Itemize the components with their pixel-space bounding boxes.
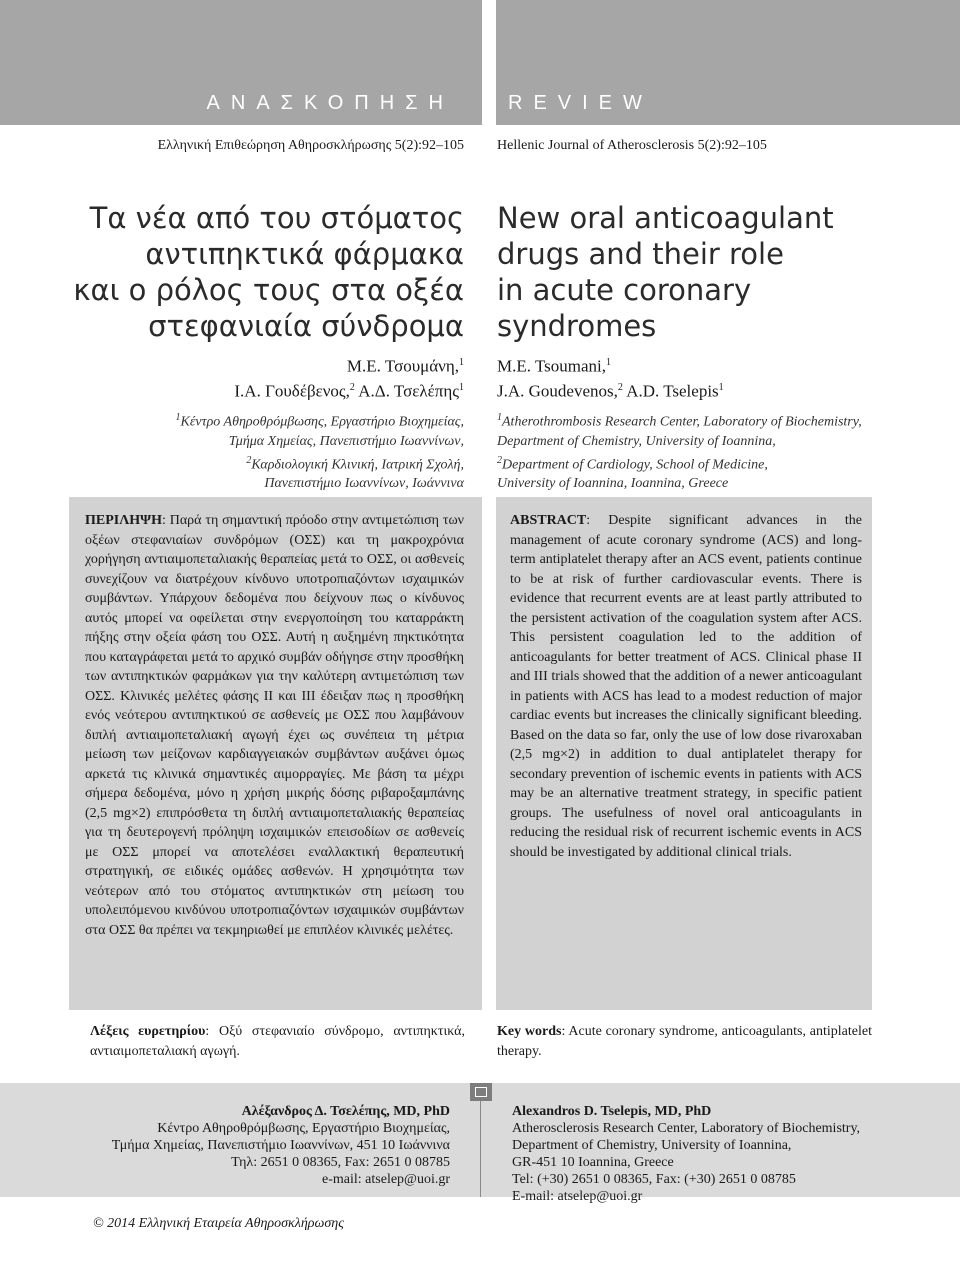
affiliation-line: University of Ioannina, Ioannina, Greece (497, 476, 729, 492)
author-affiliation-mark: 1 (606, 357, 611, 368)
title-line: drugs and their role (497, 237, 784, 271)
affiliations-greek (176, 408, 465, 493)
section-label-english: REVIEW (508, 92, 653, 114)
contact-line: Τμήμα Χημείας, Πανεπιστήμιο Ιωαννίνων, 451 10 Ιωάννινα (111, 1138, 450, 1153)
header-banner-greek (0, 0, 482, 125)
author-affiliation-mark: 2 (617, 381, 623, 393)
keywords-greek (90, 1022, 465, 1061)
affiliation-mark: 1 (175, 412, 181, 423)
header-banner-english (496, 0, 960, 125)
author-affiliation-mark: 1 (718, 381, 724, 393)
keywords-text-english: : Acute coronary syndrome, anticoagulants, antiplatelet therapy. (497, 1024, 872, 1059)
authors-english (497, 352, 724, 401)
document-icon (470, 1083, 492, 1101)
title-line: στεφανιαία σύνδρομα (148, 309, 464, 343)
column-divider (480, 1101, 481, 1197)
author-name: Μ.Ε. Τσουμάνη, (346, 356, 459, 376)
affiliation-line: Atherothrombosis Research Center, Laboratory of Biochemistry, (502, 414, 862, 430)
journal-citation-english: Hellenic Journal of Atherosclerosis 5(2):92–105 (497, 138, 767, 153)
contact-line: Department of Chemistry, University of Ioannina, (512, 1138, 792, 1153)
abstract-text-greek: : Παρά τη σημαντική πρόοδο στην αντιμετώπιση των οξέων στεφανιαίων συνδρόμων (ΟΣΣ) και τη μακροχρόνια χορήγηση αντιαιμοπεταλιακής θεραπείας μετά το ΟΣΣ, οι ασθενείς συνεχίζουν να διατρέχουν κίνδυνο υποτροπιαζόντων ισχαιμικών συμβάντων. Υπάρχουν δεδομένα που δείχνουν πως ο κίνδυνος αυτός μπορεί να οφείλεται στην ενεργοποίηση του καταρράκτη πήξης στην οξεία φάση του ΟΣΣ. Αυτή η αυξημένη πηκτικότητα που καταγράφεται μετά το αρχικό συμβάν οδήγησε στην προσθήκη των αντιπηκτικών φαρμάκων για την καλύτερη αντιμετώπιση των ΟΣΣ. Κλινικές μελέτες φάσης ΙΙ και ΙΙΙ έδειξαν πως η προσθήκη ενός νεότερου αντιπηκτικού σε ασθενείς με ΟΣΣ που λαμβάνουν διπλή αντιαιμοπεταλιακή αγωγή έχει ως συνέπεια τη μέτρια μείωση των μείζονων καρδιαγγειακών συμβάντων αυξάνει όμως αρκετά τις κλινικά σημαντικές αιμορραγίες. Με βάση τα μέχρι σήμερα δεδομένα, μόνο η χρήση μικρής δόσης ριβαροξαμπάνης (2,5 mg×2) επιπρόσθετα τη διπλή αντιαιμοπεταλιακής θεραπείας για τη δευτερογενή πρόληψη ισχαιμικών επεισοδίων σε ασθενείς με ΟΣΣ μπορεί να αποτελέσει εναλλακτική θεραπευτική στρατηγική, σε ειδικές ομάδες ασθενών. Η χρησιμότητα των νεότερων από του στόματος αντιπηκτικών στη μείωση του υπολειπόμενου κινδύνου υποτροπιαζόντων ισχαιμικών συμβάντων στα ΟΣΣ θα πρέπει να τεκμηριωθεί με επιπλέον κλινικές μελέτες. (85, 513, 464, 938)
author-name: M.E. Tsoumani, (497, 356, 606, 376)
affiliation-mark: 2 (246, 454, 252, 466)
article-title-english (497, 200, 834, 344)
correspondence-greek (112, 1103, 450, 1188)
author-affiliation-mark: 1 (459, 381, 464, 393)
contact-line: Atherosclerosis Research Center, Laboratory of Biochemistry, (512, 1121, 861, 1136)
author-affiliation-mark: 2 (349, 381, 355, 393)
affiliation-line: Κέντρο Αθηροθρόμβωσης, Εργαστήριο Βιοχημείας, (180, 414, 464, 430)
author-name: J.A. Goudevenos, (497, 381, 618, 401)
abstract-box-english (496, 497, 872, 1010)
abstract-box-greek (69, 497, 482, 1010)
contact-line: Tel: (+30) 2651 0 08365, Fax: (+30) 2651 0 08785 (512, 1172, 796, 1187)
affiliation-line: Πανεπιστήμιο Ιωαννίνων, Ιωάννινα (264, 476, 464, 492)
contact-name: Αλέξανδρος Δ. Τσελέπης, MD, PhD (241, 1104, 450, 1119)
abstract-body-english (510, 511, 862, 862)
keywords-text-greek: : Οξύ στεφανιαίο σύνδρομο, αντιπηκτικά, αντιαιμοπεταλιακή αγωγή. (90, 1024, 465, 1059)
affiliation-line: Καρδιολογική Κλινική, Ιατρική Σχολή, (251, 457, 464, 473)
contact-line: Κέντρο Αθηροθρόμβωσης, Εργαστήριο Βιοχημείας, (157, 1121, 450, 1136)
affiliation-line: Department of Cardiology, School of Medicine, (502, 457, 768, 473)
title-line: syndromes (497, 309, 657, 343)
abstract-label-english: ABSTRACT (510, 513, 587, 528)
authors-greek (234, 352, 464, 401)
abstract-label-greek: ΠΕΡΙΛΗΨΗ (85, 513, 162, 528)
abstract-body-greek (85, 511, 464, 940)
author-name: Ι.Α. Γουδέβενος, (234, 381, 350, 401)
correspondence-english (512, 1103, 860, 1205)
keywords-english (497, 1022, 872, 1061)
copyright-notice: © 2014 Ελληνική Εταιρεία Αθηροσκλήρωσης (93, 1216, 344, 1231)
contact-name: Alexandros D. Tselepis, MD, PhD (512, 1104, 712, 1119)
contact-line: Τηλ: 2651 0 08365, Fax: 2651 0 08785 (231, 1155, 450, 1170)
keywords-label-english: Key words (497, 1024, 562, 1039)
keywords-label-greek: Λέξεις ευρετηρίου (90, 1024, 206, 1039)
contact-email[interactable]: E-mail: atselep@uoi.gr (512, 1189, 643, 1204)
abstract-text-english: : Despite significant advances in the management of acute coronary syndrome (ACS) and long-term antiplatelet therapy after an ACS event, patients continue to be at risk of further cardiovascular events. There is evidence that recurrent events are at least partly attributed to the persistent activation of the coagulation system after ACS. This persistent coagulation led to the addition of anticoagulants for better treatment of ACS. Clinical phase II and III trials showed that the addition of a newer anticoagulant in patients with ACS has lead to a modest reduction of major cardiac events but increases the clinically significant bleeding. Based on the data so far, only the use of low dose rivaroxaban (2,5 mg×2) in addition to dual antiplatelet therapy for secondary prevention of ischemic events in patients with ACS may be an alternative treatment strategy, in specific patient groups. The usefulness of novel oral anticoagulants in reducing the residual risk of recurrent ischemic events in ACS should be investigated by additional clinical trials. (510, 513, 862, 860)
title-line: New oral anticoagulant (497, 201, 834, 235)
affiliation-line: Τμήμα Χημείας, Πανεπιστήμιο Ιωαννίνων, (228, 433, 464, 449)
title-line: αντιπηκτικά φάρμακα (145, 237, 464, 271)
affiliations-english (497, 408, 862, 493)
author-name: Α.Δ. Τσελέπης (354, 381, 459, 401)
section-label-greek: ΑΝΑΣΚΟΠΗΣΗ (206, 92, 454, 114)
author-name: A.D. Tselepis (622, 381, 719, 401)
title-line: in acute coronary (497, 273, 752, 307)
title-line: και ο ρόλος τους στα οξέα (73, 273, 464, 307)
article-title-greek (73, 200, 464, 344)
title-line: Τα νέα από του στόματος (89, 201, 464, 235)
affiliation-line: Department of Chemistry, University of Ioannina, (497, 433, 776, 449)
journal-citation-greek: Ελληνική Επιθεώρηση Αθηροσκλήρωσης 5(2):92–105 (157, 138, 464, 153)
contact-line: GR-451 10 Ioannina, Greece (512, 1155, 674, 1170)
affiliation-mark: 1 (497, 412, 502, 423)
contact-email[interactable]: e-mail: atselep@uoi.gr (322, 1172, 450, 1187)
author-affiliation-mark: 1 (459, 357, 464, 368)
affiliation-mark: 2 (497, 454, 502, 466)
